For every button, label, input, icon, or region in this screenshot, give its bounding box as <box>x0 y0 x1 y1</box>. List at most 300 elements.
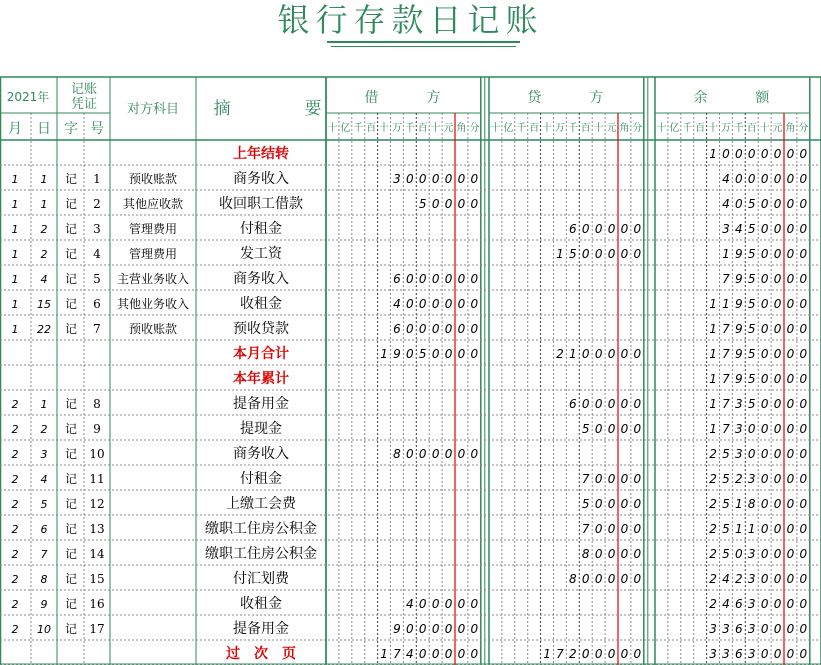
digit-header: 百 <box>746 123 757 134</box>
voucher-number-cell: 17 <box>89 622 105 636</box>
summary-cell: 商务收入 <box>233 446 289 462</box>
credit-digit: 7 <box>581 522 590 536</box>
balance-digit: 0 <box>773 647 782 661</box>
credit-digit: 0 <box>594 647 603 661</box>
debit-digit: 0 <box>470 297 479 311</box>
credit-digit: 0 <box>581 347 590 361</box>
digit-header: 万 <box>391 123 402 134</box>
balance-digit: 0 <box>773 622 782 636</box>
account-cell: 管理费用 <box>128 247 178 261</box>
debit-digit: 0 <box>457 447 466 461</box>
credit-digit: 0 <box>581 247 590 261</box>
account-cell: 主营业务收入 <box>116 272 190 286</box>
voucher-number-cell: 16 <box>89 597 105 611</box>
voucher-number-cell: 14 <box>89 547 105 561</box>
balance-digit: 9 <box>735 322 743 336</box>
balance-digit: 0 <box>760 347 769 361</box>
voucher-number-cell: 8 <box>93 397 101 411</box>
balance-digit: 5 <box>747 397 756 411</box>
day-cell: 7 <box>40 548 48 561</box>
digit-header: 十 <box>379 123 390 134</box>
month-cell: 2 <box>11 523 19 536</box>
balance-digit: 0 <box>786 347 795 361</box>
balance-digit: 5 <box>747 347 756 361</box>
balance-digit: 0 <box>760 422 769 436</box>
debit-digit: 0 <box>457 597 466 611</box>
credit-digit: 0 <box>620 247 629 261</box>
day-cell: 9 <box>40 598 48 611</box>
debit-digit: 8 <box>393 447 401 461</box>
credit-digit: 0 <box>607 422 616 436</box>
credit-digit: 0 <box>594 222 603 236</box>
balance-digit: 2 <box>709 447 717 461</box>
credit-digit: 0 <box>607 222 616 236</box>
balance-digit: 0 <box>786 197 795 211</box>
balance-digit: 0 <box>786 247 795 261</box>
debit-digit: 4 <box>406 647 414 661</box>
balance-digit: 0 <box>799 397 808 411</box>
debit-digit: 7 <box>393 647 401 661</box>
balance-digit: 3 <box>735 447 743 461</box>
account-header: 对方科目 <box>126 102 180 117</box>
day-cell: 1 <box>40 173 48 186</box>
balance-digit: 0 <box>786 422 795 436</box>
debit-digit: 0 <box>406 272 414 286</box>
credit-digit: 0 <box>633 422 642 436</box>
balance-digit: 0 <box>786 222 795 236</box>
balance-digit: 3 <box>747 622 756 636</box>
balance-digit: 0 <box>786 572 795 586</box>
digit-header: 百 <box>695 123 706 134</box>
balance-digit: 0 <box>773 147 782 161</box>
balance-digit: 2 <box>709 497 717 511</box>
balance-digit: 0 <box>799 422 808 436</box>
balance-digit: 0 <box>760 447 769 461</box>
balance-digit: 5 <box>747 372 756 386</box>
balance-digit: 0 <box>760 147 769 161</box>
day-cell: 15 <box>37 298 51 311</box>
balance-digit: 0 <box>773 522 782 536</box>
balance-digit: 9 <box>735 297 743 311</box>
digit-header: 元 <box>606 123 617 134</box>
balance-digit: 5 <box>722 497 730 511</box>
digit-header: 百 <box>580 123 591 134</box>
credit-digit: 5 <box>581 422 590 436</box>
balance-digit: 7 <box>722 347 730 361</box>
balance-digit: 1 <box>709 347 717 361</box>
balance-digit: 0 <box>760 272 769 286</box>
credit-digit: 0 <box>594 422 603 436</box>
balance-digit: 0 <box>773 222 782 236</box>
digit-header: 分 <box>469 123 480 134</box>
word-cell: 记 <box>64 547 78 561</box>
debit-digit: 0 <box>431 347 440 361</box>
account-cell: 其他应收款 <box>122 197 184 211</box>
debit-digit: 0 <box>470 347 479 361</box>
summary-cell: 提备用金 <box>233 396 289 412</box>
month-header: 月 <box>8 121 22 137</box>
credit-digit: 0 <box>581 222 590 236</box>
balance-digit: 3 <box>747 572 756 586</box>
balance-digit: 0 <box>760 397 769 411</box>
credit-digit: 0 <box>594 547 603 561</box>
balance-digit: 0 <box>760 547 769 561</box>
balance-digit: 4 <box>722 172 730 186</box>
balance-digit: 1 <box>709 372 717 386</box>
debit-digit: 0 <box>470 622 479 636</box>
balance-digit: 0 <box>773 422 782 436</box>
debit-digit: 1 <box>380 347 388 361</box>
word-cell: 记 <box>64 472 78 486</box>
summary-cell: 预收贷款 <box>233 321 289 337</box>
debit-digit: 0 <box>431 322 440 336</box>
balance-digit: 7 <box>722 422 730 436</box>
balance-digit: 0 <box>786 447 795 461</box>
debit-digit: 0 <box>457 322 466 336</box>
summary-cell: 发工资 <box>240 246 282 262</box>
balance-digit: 0 <box>773 372 782 386</box>
balance-digit: 0 <box>786 297 795 311</box>
credit-digit: 0 <box>633 472 642 486</box>
digit-header: 百 <box>529 123 540 134</box>
balance-digit: 5 <box>722 547 730 561</box>
balance-digit: 5 <box>747 247 756 261</box>
day-cell: 1 <box>40 198 48 211</box>
debit-digit: 0 <box>457 272 466 286</box>
day-cell: 1 <box>40 398 48 411</box>
debit-digit: 0 <box>418 622 427 636</box>
credit-digit: 0 <box>607 347 616 361</box>
digit-header: 角 <box>456 123 467 134</box>
debit-digit: 0 <box>470 322 479 336</box>
credit-digit: 0 <box>633 522 642 536</box>
balance-digit: 0 <box>799 497 808 511</box>
credit-digit: 0 <box>620 647 629 661</box>
credit-digit: 0 <box>607 247 616 261</box>
debit-digit: 0 <box>406 347 414 361</box>
debit-digit: 0 <box>457 622 466 636</box>
summary-header-2: 要 <box>304 99 322 119</box>
digit-header: 元 <box>443 123 454 134</box>
debit-digit: 0 <box>444 597 453 611</box>
debit-digit: 0 <box>406 322 414 336</box>
day-cell: 2 <box>40 223 48 236</box>
credit-digit: 0 <box>607 572 616 586</box>
summary-cell: 提现金 <box>240 421 282 437</box>
debit-digit: 0 <box>418 297 427 311</box>
credit-digit: 0 <box>607 647 616 661</box>
balance-digit: 0 <box>799 572 808 586</box>
account-cell: 管理费用 <box>128 222 178 236</box>
credit-digit: 0 <box>633 397 642 411</box>
balance-digit: 0 <box>773 572 782 586</box>
balance-digit: 0 <box>773 272 782 286</box>
balance-digit: 0 <box>786 322 795 336</box>
balance-digit: 3 <box>747 547 756 561</box>
balance-digit: 0 <box>773 197 782 211</box>
debit-digit: 0 <box>470 447 479 461</box>
debit-digit: 3 <box>393 172 401 186</box>
credit-digit: 1 <box>543 647 551 661</box>
debit-digit: 0 <box>444 172 453 186</box>
month-cell: 2 <box>11 473 19 486</box>
credit-header-2: 方 <box>589 90 604 106</box>
summary-cell: 商务收入 <box>233 271 289 287</box>
credit-digit: 0 <box>620 522 629 536</box>
balance-digit: 0 <box>799 597 808 611</box>
debit-digit: 0 <box>470 647 479 661</box>
balance-digit: 1 <box>747 522 756 536</box>
digit-header: 万 <box>554 123 565 134</box>
balance-digit: 0 <box>799 472 808 486</box>
credit-digit: 8 <box>581 547 590 561</box>
credit-digit: 0 <box>607 497 616 511</box>
balance-digit: 0 <box>760 622 769 636</box>
balance-digit: 5 <box>747 297 756 311</box>
digit-header: 十 <box>327 123 338 134</box>
balance-digit: 0 <box>760 222 769 236</box>
credit-digit: 0 <box>581 397 590 411</box>
credit-header-1: 贷 <box>527 90 542 106</box>
summary-cell: 收租金 <box>240 296 282 312</box>
debit-digit: 0 <box>406 447 414 461</box>
balance-digit: 9 <box>735 272 743 286</box>
day-cell: 4 <box>40 273 48 286</box>
balance-digit: 2 <box>735 572 743 586</box>
summary-cell: 商务收入 <box>233 171 289 187</box>
digit-header: 千 <box>404 123 415 134</box>
debit-digit: 4 <box>393 297 401 311</box>
balance-digit: 0 <box>760 472 769 486</box>
word-cell: 记 <box>64 447 78 461</box>
digit-header: 万 <box>720 123 731 134</box>
word-cell: 记 <box>64 172 78 186</box>
word-cell: 记 <box>64 572 78 586</box>
debit-digit: 0 <box>418 647 427 661</box>
balance-digit: 0 <box>799 522 808 536</box>
balance-digit: 0 <box>760 647 769 661</box>
day-cell: 8 <box>40 573 48 586</box>
digit-header: 角 <box>785 123 796 134</box>
balance-digit: 0 <box>773 547 782 561</box>
credit-digit: 0 <box>581 647 590 661</box>
summary-cell: 提备用金 <box>233 621 289 637</box>
digit-header: 百 <box>417 123 428 134</box>
balance-digit: 2 <box>709 572 717 586</box>
balance-digit: 1 <box>735 497 743 511</box>
balance-digit: 0 <box>747 447 756 461</box>
credit-digit: 0 <box>633 222 642 236</box>
digit-header: 亿 <box>503 123 514 134</box>
debit-digit: 6 <box>393 272 401 286</box>
balance-digit: 6 <box>735 647 743 661</box>
balance-digit: 3 <box>722 647 730 661</box>
balance-digit: 7 <box>722 322 730 336</box>
balance-digit: 0 <box>799 322 808 336</box>
balance-digit: 7 <box>722 397 730 411</box>
balance-digit: 0 <box>799 622 808 636</box>
debit-digit: 0 <box>431 197 440 211</box>
debit-digit: 5 <box>418 347 427 361</box>
summary-cell: 付汇划费 <box>233 571 289 587</box>
credit-digit: 2 <box>569 647 577 661</box>
month-cell: 2 <box>11 423 19 436</box>
word-cell: 记 <box>64 522 78 536</box>
day-cell: 2 <box>40 248 48 261</box>
credit-digit: 0 <box>607 547 616 561</box>
summary-cell: 缴职工住房公积金 <box>205 546 317 562</box>
credit-digit: 0 <box>620 472 629 486</box>
digit-header: 千 <box>567 123 578 134</box>
debit-digit: 0 <box>444 347 453 361</box>
balance-digit: 0 <box>799 197 808 211</box>
digit-header: 十 <box>542 123 553 134</box>
debit-digit: 0 <box>406 622 414 636</box>
debit-digit: 0 <box>418 447 427 461</box>
balance-digit: 1 <box>709 397 717 411</box>
balance-digit: 6 <box>735 597 743 611</box>
word-cell: 记 <box>64 322 78 336</box>
summary-cell: 付租金 <box>240 221 282 237</box>
balance-digit: 0 <box>747 422 756 436</box>
number-header: 号 <box>90 121 104 137</box>
credit-digit: 6 <box>569 397 577 411</box>
summary-cell-total: 过 次 页 <box>226 646 296 662</box>
balance-digit: 8 <box>747 497 756 511</box>
voucher-number-cell: 12 <box>89 497 105 511</box>
balance-digit: 4 <box>722 597 730 611</box>
balance-digit: 0 <box>799 372 808 386</box>
day-cell: 2 <box>40 423 48 436</box>
balance-digit: 0 <box>735 197 743 211</box>
day-cell: 22 <box>37 323 51 336</box>
debit-digit: 0 <box>444 272 453 286</box>
balance-digit: 0 <box>786 147 795 161</box>
debit-digit: 0 <box>444 197 453 211</box>
balance-digit: 9 <box>735 372 743 386</box>
voucher-number-cell: 2 <box>93 197 101 211</box>
balance-digit: 2 <box>709 472 717 486</box>
balance-digit: 0 <box>786 497 795 511</box>
debit-digit: 0 <box>431 447 440 461</box>
balance-digit: 0 <box>760 322 769 336</box>
balance-digit: 0 <box>786 397 795 411</box>
balance-digit: 6 <box>735 622 743 636</box>
balance-digit: 3 <box>747 597 756 611</box>
digit-header: 千 <box>682 123 693 134</box>
debit-digit: 0 <box>431 622 440 636</box>
debit-digit: 0 <box>457 197 466 211</box>
voucher-number-cell: 13 <box>89 522 105 536</box>
balance-digit: 0 <box>786 597 795 611</box>
digit-header: 十 <box>759 123 770 134</box>
debit-digit: 0 <box>406 172 414 186</box>
debit-digit: 9 <box>393 622 401 636</box>
digit-header: 十 <box>430 123 441 134</box>
balance-digit: 7 <box>722 372 730 386</box>
balance-digit: 3 <box>722 222 730 236</box>
debit-digit: 0 <box>470 272 479 286</box>
balance-digit: 0 <box>773 597 782 611</box>
credit-digit: 0 <box>581 572 590 586</box>
debit-digit: 0 <box>418 272 427 286</box>
summary-cell-total: 本年累计 <box>233 371 289 387</box>
balance-digit: 3 <box>709 647 717 661</box>
month-cell: 2 <box>11 623 19 636</box>
credit-digit: 0 <box>594 472 603 486</box>
credit-digit: 0 <box>620 497 629 511</box>
credit-digit: 0 <box>594 347 603 361</box>
digit-header: 百 <box>366 123 377 134</box>
voucher-number-cell: 5 <box>93 272 101 286</box>
day-cell: 3 <box>40 448 48 461</box>
balance-digit: 1 <box>709 297 717 311</box>
day-cell: 4 <box>40 473 48 486</box>
voucher-number-cell: 4 <box>93 247 101 261</box>
balance-digit: 0 <box>760 172 769 186</box>
balance-digit: 5 <box>747 322 756 336</box>
word-cell: 记 <box>64 597 78 611</box>
balance-digit: 0 <box>786 622 795 636</box>
month-cell: 1 <box>11 173 19 186</box>
balance-digit: 1 <box>722 247 730 261</box>
debit-digit: 0 <box>444 647 453 661</box>
day-cell: 5 <box>40 498 48 511</box>
debit-digit: 0 <box>431 272 440 286</box>
credit-digit: 5 <box>581 497 590 511</box>
day-cell: 10 <box>37 623 51 636</box>
credit-digit: 0 <box>633 647 642 661</box>
debit-digit: 4 <box>406 597 414 611</box>
credit-digit: 8 <box>569 572 577 586</box>
balance-digit: 0 <box>786 522 795 536</box>
balance-digit: 0 <box>773 497 782 511</box>
credit-digit: 0 <box>607 472 616 486</box>
balance-digit: 0 <box>786 547 795 561</box>
credit-digit: 1 <box>569 347 577 361</box>
credit-digit: 0 <box>633 347 642 361</box>
balance-digit: 0 <box>760 572 769 586</box>
balance-digit: 0 <box>773 447 782 461</box>
digit-header: 十 <box>490 123 501 134</box>
digit-header: 千 <box>733 123 744 134</box>
balance-digit: 0 <box>799 547 808 561</box>
summary-cell: 缴职工住房公积金 <box>205 521 317 537</box>
digit-header: 十 <box>708 123 719 134</box>
balance-digit: 0 <box>799 347 808 361</box>
word-header: 字 <box>64 121 78 137</box>
debit-digit: 0 <box>470 597 479 611</box>
credit-digit: 1 <box>556 247 564 261</box>
balance-digit: 0 <box>773 347 782 361</box>
credit-digit: 0 <box>620 422 629 436</box>
debit-digit: 0 <box>457 297 466 311</box>
digit-header: 分 <box>798 123 809 134</box>
credit-digit: 6 <box>569 222 577 236</box>
balance-digit: 9 <box>735 247 743 261</box>
debit-digit: 0 <box>444 297 453 311</box>
credit-digit: 7 <box>556 647 564 661</box>
digit-header: 十 <box>593 123 604 134</box>
balance-digit: 0 <box>799 222 808 236</box>
balance-digit: 3 <box>747 647 756 661</box>
balance-digit: 0 <box>773 297 782 311</box>
voucher-header-1: 记账 <box>70 82 98 97</box>
balance-digit: 0 <box>799 647 808 661</box>
balance-digit: 3 <box>735 397 743 411</box>
balance-digit: 3 <box>709 622 717 636</box>
credit-digit: 0 <box>633 547 642 561</box>
